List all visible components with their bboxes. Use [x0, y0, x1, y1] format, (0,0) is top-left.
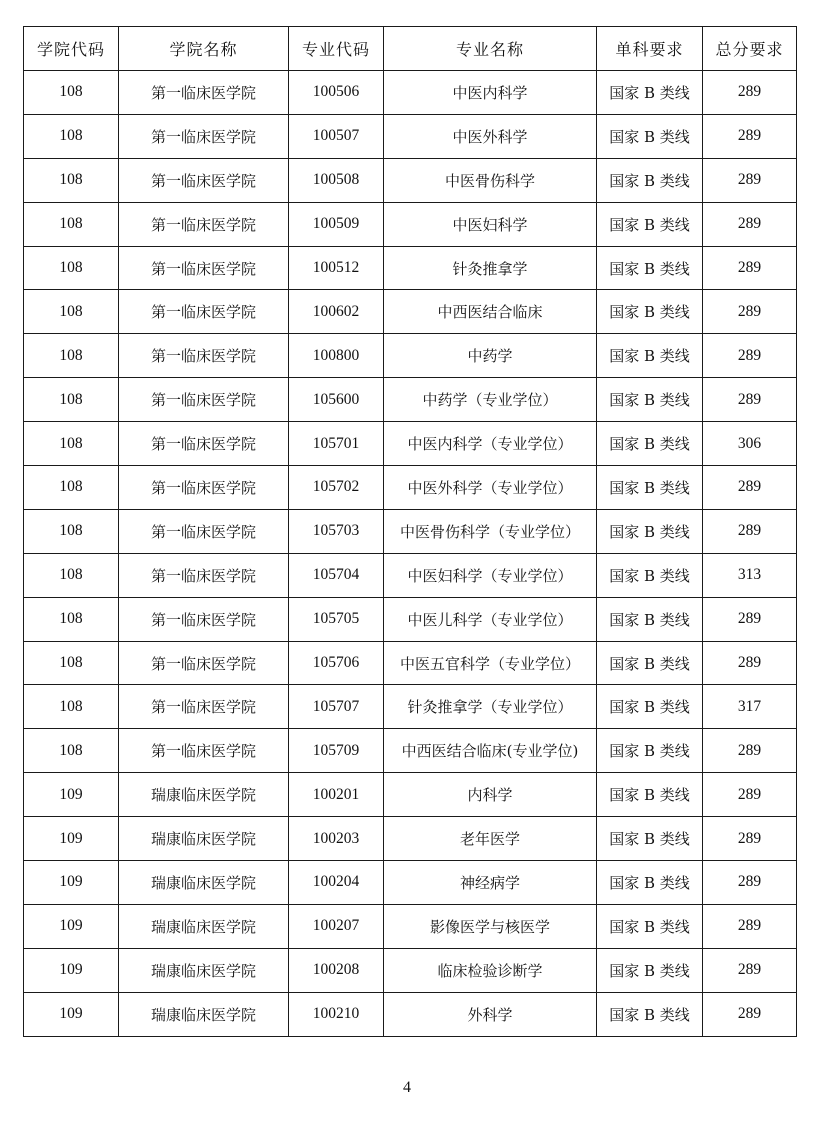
major-code-cell: 100207 [289, 904, 384, 948]
major-code-cell: 100204 [289, 861, 384, 905]
table-row [24, 817, 797, 861]
college-code-cell: 108 [24, 158, 119, 202]
major-code-cell: 100210 [289, 992, 384, 1036]
college-name-cell: 第一临床医学院 [119, 466, 289, 510]
college-code-cell: 108 [24, 290, 119, 334]
major-name-cell: 中医外科学 [384, 114, 597, 158]
major-name-cell: 中医骨伤科学 [384, 158, 597, 202]
total-score-cell: 306 [703, 422, 797, 466]
major-name-cell: 临床检验诊断学 [384, 948, 597, 992]
table-row [24, 114, 797, 158]
table-row [24, 509, 797, 553]
major-name-cell: 中药学（专业学位） [384, 378, 597, 422]
single-subject-requirement-cell: 国家 B 类线 [597, 378, 703, 422]
major-name-cell: 中医儿科学（专业学位） [384, 597, 597, 641]
single-subject-requirement-cell: 国家 B 类线 [597, 290, 703, 334]
major-code-cell: 105702 [289, 466, 384, 510]
major-code-cell: 105707 [289, 685, 384, 729]
college-name-cell: 第一临床医学院 [119, 422, 289, 466]
college-code-cell: 108 [24, 685, 119, 729]
single-subject-requirement-cell: 国家 B 类线 [597, 422, 703, 466]
college-name-cell: 瑞康临床医学院 [119, 861, 289, 905]
major-name-cell: 中医内科学 [384, 71, 597, 115]
table-row [24, 158, 797, 202]
total-score-cell: 289 [703, 466, 797, 510]
college-name-cell: 第一临床医学院 [119, 71, 289, 115]
table-row [24, 992, 797, 1036]
total-score-cell: 289 [703, 334, 797, 378]
college-name-cell: 第一临床医学院 [119, 246, 289, 290]
major-code-cell: 105709 [289, 729, 384, 773]
college-code-cell: 108 [24, 422, 119, 466]
single-subject-requirement-cell: 国家 B 类线 [597, 992, 703, 1036]
total-score-cell: 289 [703, 597, 797, 641]
single-subject-requirement-cell: 国家 B 类线 [597, 641, 703, 685]
single-subject-requirement-cell: 国家 B 类线 [597, 466, 703, 510]
college-code-cell: 109 [24, 773, 119, 817]
major-name-cell: 中医外科学（专业学位） [384, 466, 597, 510]
college-name-cell: 第一临床医学院 [119, 509, 289, 553]
college-code-cell: 108 [24, 334, 119, 378]
major-code-cell: 100508 [289, 158, 384, 202]
total-score-cell: 289 [703, 290, 797, 334]
college-code-cell: 109 [24, 904, 119, 948]
single-subject-requirement-cell: 国家 B 类线 [597, 948, 703, 992]
table-row [24, 553, 797, 597]
major-name-cell: 老年医学 [384, 817, 597, 861]
college-code-cell: 108 [24, 597, 119, 641]
college-name-cell: 第一临床医学院 [119, 378, 289, 422]
college-code-cell: 109 [24, 992, 119, 1036]
total-score-cell: 289 [703, 773, 797, 817]
table-row [24, 334, 797, 378]
single-subject-requirement-cell: 国家 B 类线 [597, 597, 703, 641]
single-subject-requirement-cell: 国家 B 类线 [597, 509, 703, 553]
major-name-cell: 外科学 [384, 992, 597, 1036]
total-score-cell: 289 [703, 861, 797, 905]
table-row [24, 422, 797, 466]
page-number: 4 [403, 1079, 411, 1096]
total-score-cell: 289 [703, 246, 797, 290]
college-code-cell: 109 [24, 817, 119, 861]
college-name-cell: 第一临床医学院 [119, 334, 289, 378]
major-code-cell: 105701 [289, 422, 384, 466]
college-name-cell: 瑞康临床医学院 [119, 904, 289, 948]
total-score-cell: 313 [703, 553, 797, 597]
single-subject-requirement-cell: 国家 B 类线 [597, 71, 703, 115]
single-subject-requirement-cell: 国家 B 类线 [597, 334, 703, 378]
single-subject-requirement-cell: 国家 B 类线 [597, 246, 703, 290]
major-name-cell: 中医妇科学（专业学位） [384, 553, 597, 597]
major-name-cell: 中医内科学（专业学位） [384, 422, 597, 466]
table-body [24, 71, 797, 1037]
college-code-cell: 108 [24, 202, 119, 246]
total-score-cell: 289 [703, 509, 797, 553]
college-code-cell: 108 [24, 509, 119, 553]
college-name-cell: 第一临床医学院 [119, 114, 289, 158]
college-name-cell: 第一临床医学院 [119, 290, 289, 334]
table-row [24, 729, 797, 773]
major-code-cell: 100201 [289, 773, 384, 817]
table-header [24, 27, 797, 71]
total-score-cell: 289 [703, 71, 797, 115]
table-row [24, 466, 797, 510]
table-row [24, 290, 797, 334]
college-name-cell: 第一临床医学院 [119, 202, 289, 246]
table-row [24, 861, 797, 905]
total-score-cell: 289 [703, 158, 797, 202]
major-code-cell: 100507 [289, 114, 384, 158]
college-code-cell: 108 [24, 246, 119, 290]
total-score-cell: 289 [703, 904, 797, 948]
total-score-cell: 289 [703, 992, 797, 1036]
total-score-cell: 289 [703, 378, 797, 422]
total-score-cell: 317 [703, 685, 797, 729]
college-code-cell: 108 [24, 71, 119, 115]
major-code-cell: 105704 [289, 553, 384, 597]
major-code-cell: 100509 [289, 202, 384, 246]
major-code-cell: 105703 [289, 509, 384, 553]
total-score-cell: 289 [703, 948, 797, 992]
college-code-cell: 108 [24, 466, 119, 510]
college-code-cell: 108 [24, 729, 119, 773]
major-name-cell: 中医妇科学 [384, 202, 597, 246]
college-name-cell: 第一临床医学院 [119, 597, 289, 641]
table-row [24, 378, 797, 422]
college-code-cell: 108 [24, 553, 119, 597]
header-total-score-requirement: 总分要求 [703, 27, 797, 71]
total-score-cell: 289 [703, 114, 797, 158]
major-name-cell: 针灸推拿学（专业学位） [384, 685, 597, 729]
single-subject-requirement-cell: 国家 B 类线 [597, 861, 703, 905]
major-name-cell: 针灸推拿学 [384, 246, 597, 290]
college-code-cell: 109 [24, 948, 119, 992]
college-name-cell: 第一临床医学院 [119, 641, 289, 685]
total-score-cell: 289 [703, 817, 797, 861]
single-subject-requirement-cell: 国家 B 类线 [597, 817, 703, 861]
college-code-cell: 108 [24, 641, 119, 685]
major-code-cell: 100602 [289, 290, 384, 334]
header-major-code: 专业代码 [289, 27, 384, 71]
single-subject-requirement-cell: 国家 B 类线 [597, 729, 703, 773]
single-subject-requirement-cell: 国家 B 类线 [597, 685, 703, 729]
major-code-cell: 100800 [289, 334, 384, 378]
header-single-subject-requirement: 单科要求 [597, 27, 703, 71]
college-name-cell: 第一临床医学院 [119, 729, 289, 773]
major-code-cell: 100506 [289, 71, 384, 115]
header-row [24, 27, 797, 71]
table-row [24, 597, 797, 641]
major-code-cell: 105706 [289, 641, 384, 685]
college-code-cell: 109 [24, 861, 119, 905]
college-name-cell: 瑞康临床医学院 [119, 948, 289, 992]
college-name-cell: 第一临床医学院 [119, 685, 289, 729]
major-code-cell: 105600 [289, 378, 384, 422]
major-name-cell: 中医五官科学（专业学位） [384, 641, 597, 685]
single-subject-requirement-cell: 国家 B 类线 [597, 114, 703, 158]
total-score-cell: 289 [703, 729, 797, 773]
major-name-cell: 影像医学与核医学 [384, 904, 597, 948]
single-subject-requirement-cell: 国家 B 类线 [597, 553, 703, 597]
college-name-cell: 第一临床医学院 [119, 553, 289, 597]
major-name-cell: 中西医结合临床(专业学位) [384, 729, 597, 773]
major-name-cell: 神经病学 [384, 861, 597, 905]
table-row [24, 948, 797, 992]
table-row [24, 71, 797, 115]
admission-score-table [23, 26, 797, 1037]
major-name-cell: 中医骨伤科学（专业学位） [384, 509, 597, 553]
header-college-code: 学院代码 [24, 27, 119, 71]
table-row [24, 773, 797, 817]
major-code-cell: 100512 [289, 246, 384, 290]
major-name-cell: 中西医结合临床 [384, 290, 597, 334]
table-row [24, 685, 797, 729]
major-code-cell: 105705 [289, 597, 384, 641]
single-subject-requirement-cell: 国家 B 类线 [597, 158, 703, 202]
college-name-cell: 瑞康临床医学院 [119, 773, 289, 817]
table-row [24, 246, 797, 290]
table-row [24, 641, 797, 685]
table-row [24, 904, 797, 948]
major-code-cell: 100203 [289, 817, 384, 861]
header-college-name: 学院名称 [119, 27, 289, 71]
header-major-name: 专业名称 [384, 27, 597, 71]
college-code-cell: 108 [24, 378, 119, 422]
college-name-cell: 瑞康临床医学院 [119, 817, 289, 861]
college-name-cell: 瑞康临床医学院 [119, 992, 289, 1036]
total-score-cell: 289 [703, 202, 797, 246]
major-name-cell: 中药学 [384, 334, 597, 378]
college-code-cell: 108 [24, 114, 119, 158]
single-subject-requirement-cell: 国家 B 类线 [597, 904, 703, 948]
table-row [24, 202, 797, 246]
major-name-cell: 内科学 [384, 773, 597, 817]
total-score-cell: 289 [703, 641, 797, 685]
major-code-cell: 100208 [289, 948, 384, 992]
college-name-cell: 第一临床医学院 [119, 158, 289, 202]
single-subject-requirement-cell: 国家 B 类线 [597, 773, 703, 817]
single-subject-requirement-cell: 国家 B 类线 [597, 202, 703, 246]
